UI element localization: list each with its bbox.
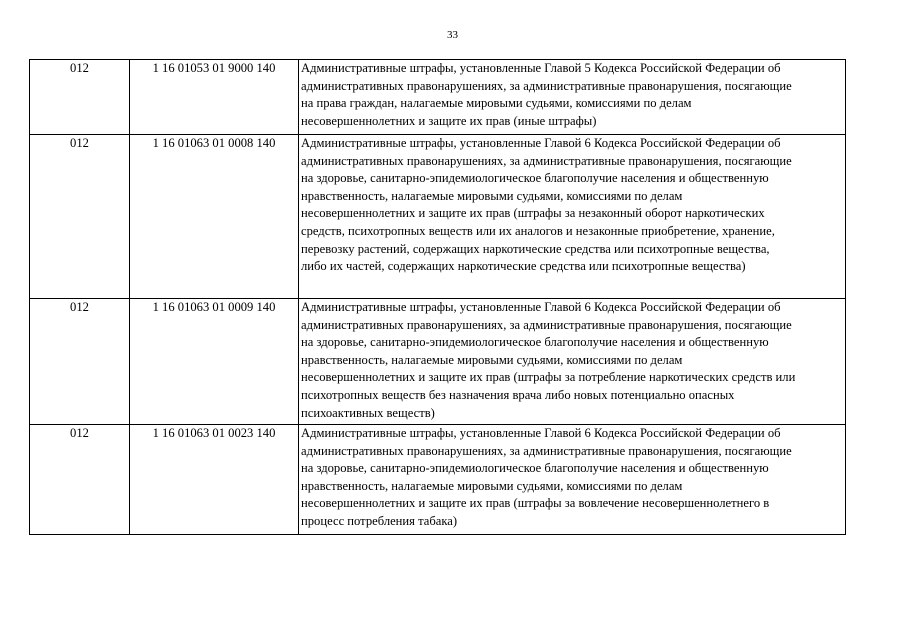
description-line: административных правонарушениях, за административные правонарушения, посягающие	[301, 78, 792, 93]
kbk-code-cell: 1 16 01063 01 0009 140	[130, 299, 299, 425]
description-line: нравственность, налагаемые мировыми судьями, комиссиями по делам	[301, 188, 683, 203]
table-row	[30, 299, 846, 425]
description-line: перевозку растений, содержащих наркотические средства или психотропные вещества,	[301, 241, 770, 256]
description-line: средств, психотропных веществ или их аналогов и незаконные приобретение, хранение,	[301, 223, 775, 238]
description-line: Административные штрафы, установленные Главой 6 Кодекса Российской Федерации об	[301, 426, 781, 440]
description-line: Административные штрафы, установленные Главой 6 Кодекса Российской Федерации об	[301, 300, 781, 314]
admin-code-cell: 012	[30, 425, 130, 535]
description-line: несовершеннолетних и защите их прав (штрафы за вовлечение несовершеннолетнего в	[301, 496, 770, 511]
table-row	[30, 425, 846, 535]
description-line: на здоровье, санитарно-эпидемиологическое благополучие населения и общественную	[301, 461, 769, 476]
description-line: Административные штрафы, установленные Главой 6 Кодекса Российской Федерации об	[301, 136, 781, 150]
budget-codes-table	[29, 59, 846, 535]
description-line: процесс потребления табака)	[301, 513, 458, 528]
description-line: несовершеннолетних и защите их прав (иные штрафы)	[301, 113, 597, 128]
description-line: Административные штрафы, установленные Главой 5 Кодекса Российской Федерации об	[301, 61, 781, 75]
description-line: несовершеннолетних и защите их прав (штрафы за потребление наркотических средств или	[301, 370, 796, 385]
table-row	[30, 60, 846, 135]
description-cell	[299, 135, 846, 299]
description-line: психотропных веществ без назначения врача либо новых потенциально опасных	[301, 387, 735, 402]
description-cell	[299, 425, 846, 535]
page-number: 33	[447, 29, 458, 41]
description-line: административных правонарушениях, за административные правонарушения, посягающие	[301, 153, 792, 168]
admin-code-cell: 012	[30, 299, 130, 425]
description-line: нравственность, налагаемые мировыми судьями, комиссиями по делам	[301, 352, 683, 367]
kbk-code-cell: 1 16 01053 01 9000 140	[130, 60, 299, 135]
kbk-code-cell: 1 16 01063 01 0008 140	[130, 135, 299, 299]
description-line: на здоровье, санитарно-эпидемиологическое благополучие населения и общественную	[301, 335, 769, 350]
description-line: на права граждан, налагаемые мировыми судьями, комиссиями по делам	[301, 96, 692, 111]
description-line: несовершеннолетних и защите их прав (штрафы за незаконный оборот наркотических	[301, 206, 765, 221]
description-line: административных правонарушениях, за административные правонарушения, посягающие	[301, 317, 792, 332]
description-line: нравственность, налагаемые мировыми судьями, комиссиями по делам	[301, 478, 683, 493]
description-line: психоактивных веществ)	[301, 405, 435, 420]
admin-code-cell: 012	[30, 135, 130, 299]
description-cell	[299, 60, 846, 135]
description-line: либо их частей, содержащих наркотические средства или психотропные вещества)	[301, 259, 746, 274]
description-line: на здоровье, санитарно-эпидемиологическое благополучие населения и общественную	[301, 171, 769, 186]
admin-code-cell: 012	[30, 60, 130, 135]
description-line: административных правонарушениях, за административные правонарушения, посягающие	[301, 443, 792, 458]
kbk-code-cell: 1 16 01063 01 0023 140	[130, 425, 299, 535]
table-row	[30, 135, 846, 299]
description-cell	[299, 299, 846, 425]
